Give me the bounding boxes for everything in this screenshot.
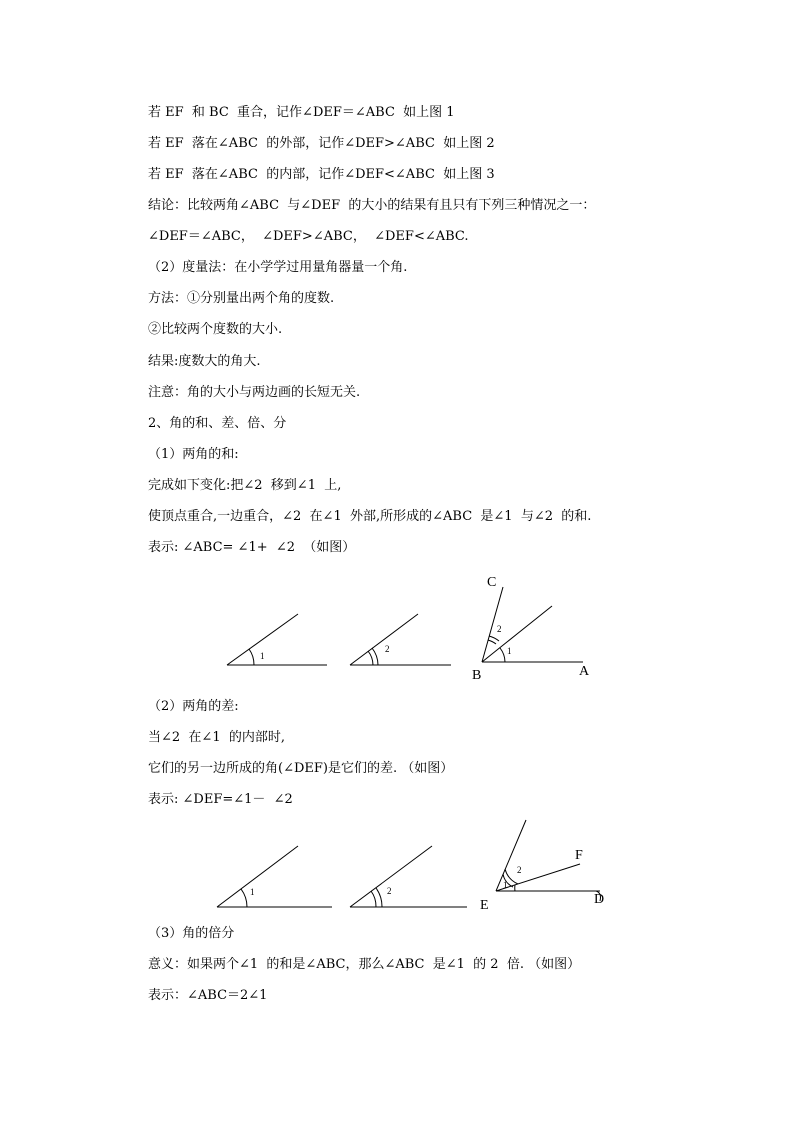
diff-combined-1-label: 1 xyxy=(503,880,508,890)
text-line-16: （2）两角的差: xyxy=(148,699,239,714)
point-d-label: D xyxy=(594,892,605,907)
text-line-12: （1）两角的和: xyxy=(148,447,239,462)
text-line-6: （2）度量法：在小学学过用量角器量一个角. xyxy=(148,260,408,275)
sum-combined-2-label: 2 xyxy=(497,624,502,634)
sum-combined-1-label: 1 xyxy=(507,646,512,656)
sum-angle-1-figure xyxy=(227,614,327,665)
text-line-20: （3）角的倍分 xyxy=(148,926,235,941)
text-line-15: 表示: ∠ABC= ∠1+ ∠2 （如图） xyxy=(148,540,356,555)
diff-angle-1-label: 1 xyxy=(250,887,255,897)
point-c-label: C xyxy=(487,575,497,590)
text-line-3: 若 EF 落在∠ABC 的内部，记作∠DEF<∠ABC 如上图 3 xyxy=(148,167,495,182)
diff-combined-2-label: 2 xyxy=(517,865,522,875)
diff-angle-2-figure xyxy=(350,846,467,907)
text-line-10: 注意：角的大小与两边画的长短无关. xyxy=(148,385,361,400)
diff-combined-figure xyxy=(496,820,601,901)
text-line-8: ②比较两个度数的大小. xyxy=(148,322,283,337)
text-line-9: 结果:度数大的角大. xyxy=(148,354,261,369)
text-line-14: 使顶点重合,一边重合，∠2 在∠1 外部,所形成的∠ABC 是∠1 与∠2 的和. xyxy=(148,509,592,524)
text-line-18: 它们的另一边所成的角(∠DEF)是它们的差. （如图） xyxy=(148,761,454,776)
text-line-17: 当∠2 在∠1 的内部时, xyxy=(148,730,285,745)
diff-angle-1-figure xyxy=(217,846,332,907)
text-line-5: ∠DEF＝∠ABC， ∠DEF>∠ABC， ∠DEF<∠ABC. xyxy=(148,229,469,244)
text-line-1: 若 EF 和 BC 重合，记作∠DEF＝∠ABC 如上图 1 xyxy=(148,105,455,120)
text-line-2: 若 EF 落在∠ABC 的外部，记作∠DEF>∠ABC 如上图 2 xyxy=(148,136,495,151)
text-line-7: 方法：①分别量出两个角的度数. xyxy=(148,291,335,306)
text-line-21: 意义：如果两个∠1 的和是∠ABC，那么∠ABC 是∠1 的 2 倍. （如图） xyxy=(148,957,581,972)
point-e-label: E xyxy=(480,898,489,913)
diff-angle-2-label: 2 xyxy=(387,886,392,896)
text-line-22: 表示：∠ABC＝2∠1 xyxy=(148,988,268,1003)
point-b-label: B xyxy=(472,668,482,683)
text-line-13: 完成如下变化:把∠2 移到∠1 上, xyxy=(148,478,342,493)
sum-angle-2-label: 2 xyxy=(385,644,390,654)
sum-angle-1-label: 1 xyxy=(260,651,265,661)
point-f-label: F xyxy=(575,848,583,863)
text-line-19: 表示: ∠DEF=∠1－ ∠2 xyxy=(148,792,293,807)
text-line-11: 2、角的和、差、倍、分 xyxy=(148,416,287,431)
sum-angle-2-figure xyxy=(350,614,451,665)
text-line-4: 结论：比较两角∠ABC 与∠DEF 的大小的结果有且只有下列三种情况之一： xyxy=(148,198,596,213)
point-a-label: A xyxy=(579,664,590,679)
